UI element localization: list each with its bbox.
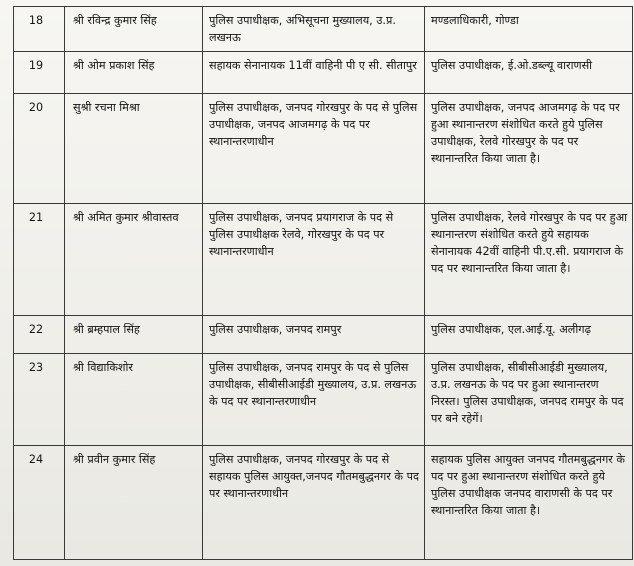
officer-name-cell: श्री अमित कुमार श्रीवास्तव [65,204,203,316]
new-posting-cell: सहायक पुलिस आयुक्त जनपद गौतमबुद्धनगर के पद पर हुआ स्थानान्तरण संशोधित करते हुये पुलिस उपाधीक्षक जनपद वाराणसी के पद पर स्थानान्तरित किया जाता है। [425,446,633,560]
table-row [14,316,633,354]
new-posting-cell: पुलिस उपाधीक्षक, रेलवे गोरखपुर के पद पर हुआ स्थानान्तरण संशोधित करते हुये सहायक सेनानायक 42वीं वाहिनी पी.ए.सी. प्रयागराज के पद पर स्थानान्तरित किया जाता है। [425,204,633,316]
current-posting-cell: पुलिस उपाधीक्षक, जनपद प्रयागराज के पद से पुलिस उपाधीक्षक रेलवे, गोरखपुर के पद पर स्थानान्तरणाधीन [203,204,425,316]
table-row [14,7,633,52]
officer-name-cell: श्री ब्रम्हपाल सिंह [65,316,203,354]
current-posting-cell: पुलिस उपाधीक्षक, अभिसूचना मुख्यालय, उ.प्र. लखनऊ [203,7,425,52]
officer-name-cell: सुश्री रचना मिश्रा [65,94,203,204]
current-posting-cell: पुलिस उपाधीक्षक, जनपद गोरखपुर के पद से पुलिस उपाधीक्षक, जनपद आजमगढ़ के पद पर स्थानान्तरणाधीन [203,94,425,204]
table-row [14,94,633,204]
current-posting-cell: सहायक सेनानायक 11वीं वाहिनी पी ए सी. सीतापुर [203,52,425,94]
serial-number-cell: 18 [14,7,65,52]
serial-number-cell: 20 [14,94,65,204]
new-posting-cell: मण्डलाधिकारी, गोण्डा [425,7,633,52]
serial-number-cell: 24 [14,446,65,560]
new-posting-cell: पुलिस उपाधीक्षक, सीबीसीआईडी मुख्यालय, उ.प्र. लखनऊ के पद पर हुआ स्थानान्तरण निरस्त। पुलिस उपाधीक्षक, जनपद रामपुर के पद पर बने रहेगें। [425,354,633,446]
table-row [14,446,633,560]
officer-name-cell: श्री प्रवीन कुमार सिंह [65,446,203,560]
table-row [14,204,633,316]
officer-name-cell: श्री रविन्द्र कुमार सिंह [65,7,203,52]
table-row [14,354,633,446]
table-row [14,52,633,94]
officer-name-cell: श्री विद्याकिशोर [65,354,203,446]
new-posting-cell: पुलिस उपाधीक्षक, जनपद आजमगढ़ के पद पर हुआ स्थानान्तरण संशोधित करते हुये पुलिस उपाधीक्षक, रेलवे गोरखपुर के पद पर स्थानान्तरित किया जाता है। [425,94,633,204]
new-posting-cell: पुलिस उपाधीक्षक, एल.आई.यू. अलीगढ़ [425,316,633,354]
serial-number-cell: 19 [14,52,65,94]
transfer-table [13,6,633,560]
officer-name-cell: श्री ओम प्रकाश सिंह [65,52,203,94]
serial-number-cell: 22 [14,316,65,354]
current-posting-cell: पुलिस उपाधीक्षक, जनपद रामपुर [203,316,425,354]
new-posting-cell: पुलिस उपाधीक्षक, ई.ओ.डब्ल्यू वाराणसी [425,52,633,94]
current-posting-cell: पुलिस उपाधीक्षक, जनपद गोरखपुर के पद से सहायक पुलिस आयुक्त,जनपद गौतमबुद्धनगर के पद पर स्थानान्तरणाधीन [203,446,425,560]
current-posting-cell: पुलिस उपाधीक्षक, जनपद रामपुर के पद से पुलिस उपाधीक्षक, सीबीसीआईडी मुख्यालय, उ.प्र. लखनऊ के पद पर स्थानान्तरणाधीन [203,354,425,446]
serial-number-cell: 23 [14,354,65,446]
serial-number-cell: 21 [14,204,65,316]
